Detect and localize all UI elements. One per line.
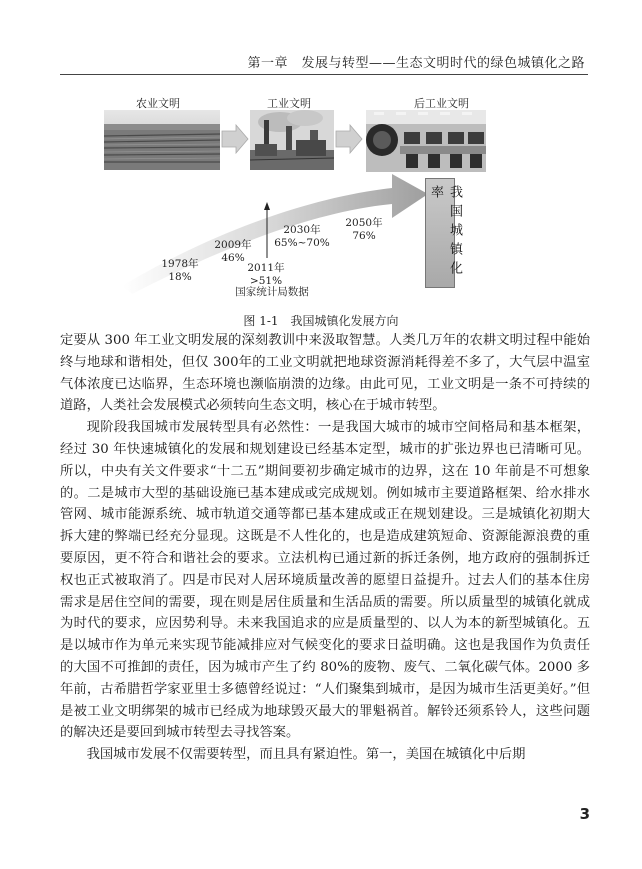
paragraph: 我国城市发展不仅需要转型，而且具有紧迫性。第一，美国在城镇化中后期 xyxy=(86,747,526,763)
header-rule xyxy=(60,74,588,75)
stage-rate: 18% xyxy=(168,271,192,283)
stage-year: 2030年 xyxy=(283,224,321,236)
vertical-label: 我国城镇化率 xyxy=(428,185,462,280)
vertical-label-box xyxy=(425,178,462,288)
growth-arrow xyxy=(92,88,562,328)
stage-2050 xyxy=(342,217,386,243)
stage-rate: >51% xyxy=(249,275,283,287)
stage-2030 xyxy=(272,224,332,250)
data-source: 国家统计局数据 xyxy=(235,286,309,298)
stage-year: 2009年 xyxy=(214,239,252,251)
running-head: 第一章 发展与转型——生态文明时代的绿色城镇化之路 xyxy=(247,56,585,71)
stage-rate: 76% xyxy=(352,230,376,242)
figure-caption: 图 1-1 我国城镇化发展方向 xyxy=(243,314,399,328)
body-text xyxy=(60,330,590,766)
stage-year: 1978年 xyxy=(161,258,199,270)
panel-label-industrial: 工业文明 xyxy=(267,97,311,110)
panel-label-postindustrial: 后工业文明 xyxy=(414,97,469,110)
stage-year: 2011年 xyxy=(247,262,285,274)
stage-year: 2050年 xyxy=(345,217,383,229)
paragraph: 现阶段我国城市发展转型具有必然性：一是我国大城市的城市空间格局和基本框架，经过 30 年快速城镇化的发展和规划建设已经基本定型，城市的扩张边界也已清晰可见。所以，中央有关文件要求“十二五”期间要初步确定城市的边界，这在 10 年前是不可想象的。二是城市大型的基础设施已基本建成或完成规划。例如城市主要道路框架、给水排水管网、城市能源系统、城市轨道交通等都已基本建成或正在规划建设。三是城镇化初期大拆大建的弊端已经充分显现。这既是不人性化的，也是造成建筑短命、资源能源浪费的重要原因，更不符合和谐社会的要求。立法机构已通过新的拆迁条例，地方政府的强制拆迁权也正式被取消了。四是市民对人居环境质量改善的愿望日益提升。过去人们的基本住房需求是居住空间的需要，现在则是居住质量和生活品质的需要。所以质量型的城镇化就成为时代的要求，应因势利导。未来我国追求的应是质量型的、以人为本的新型城镇化。五是以城市作为单元来实现节能减排应对气候变化的要求日益明确。这也是我国作为负责任的大国不可推卸的责任，因为城市产生了约 80%的废物、废气、二氧化碳气体。2000 多年前，古希腊哲学家亚里士多德曾经说过：“人们聚集到城市，是因为城市生活更美好。”但是被工业文明绑架的城市已经成为地球毁灭最大的罪魁祸首。解铃还须系铃人，这些问题的解决还是要回到城市转型去寻找答案。 xyxy=(60,420,590,741)
page-number: 3 xyxy=(579,805,590,823)
stage-2011 xyxy=(244,262,288,288)
panel-label-agricultural: 农业文明 xyxy=(136,97,180,110)
stage-1978 xyxy=(158,258,202,284)
figure-urbanization xyxy=(92,88,562,328)
stage-rate: 65%~70% xyxy=(274,237,330,249)
paragraph: 定要从 300 年工业文明发展的深刻教训中来汲取智慧。人类几万年的农耕文明过程中能始终与地球和谐相处，但仅 300年的工业文明就把地球资源消耗得差不多了，大气层中温室气体浓度已达临界，生态环境也濒临崩溃的边缘。由此可见，工业文明是一条不可持续的道路，人类社会发展模式必须转向生态文明，核心在于城市转型。 xyxy=(60,333,590,414)
stage-rate: 46% xyxy=(221,252,245,264)
